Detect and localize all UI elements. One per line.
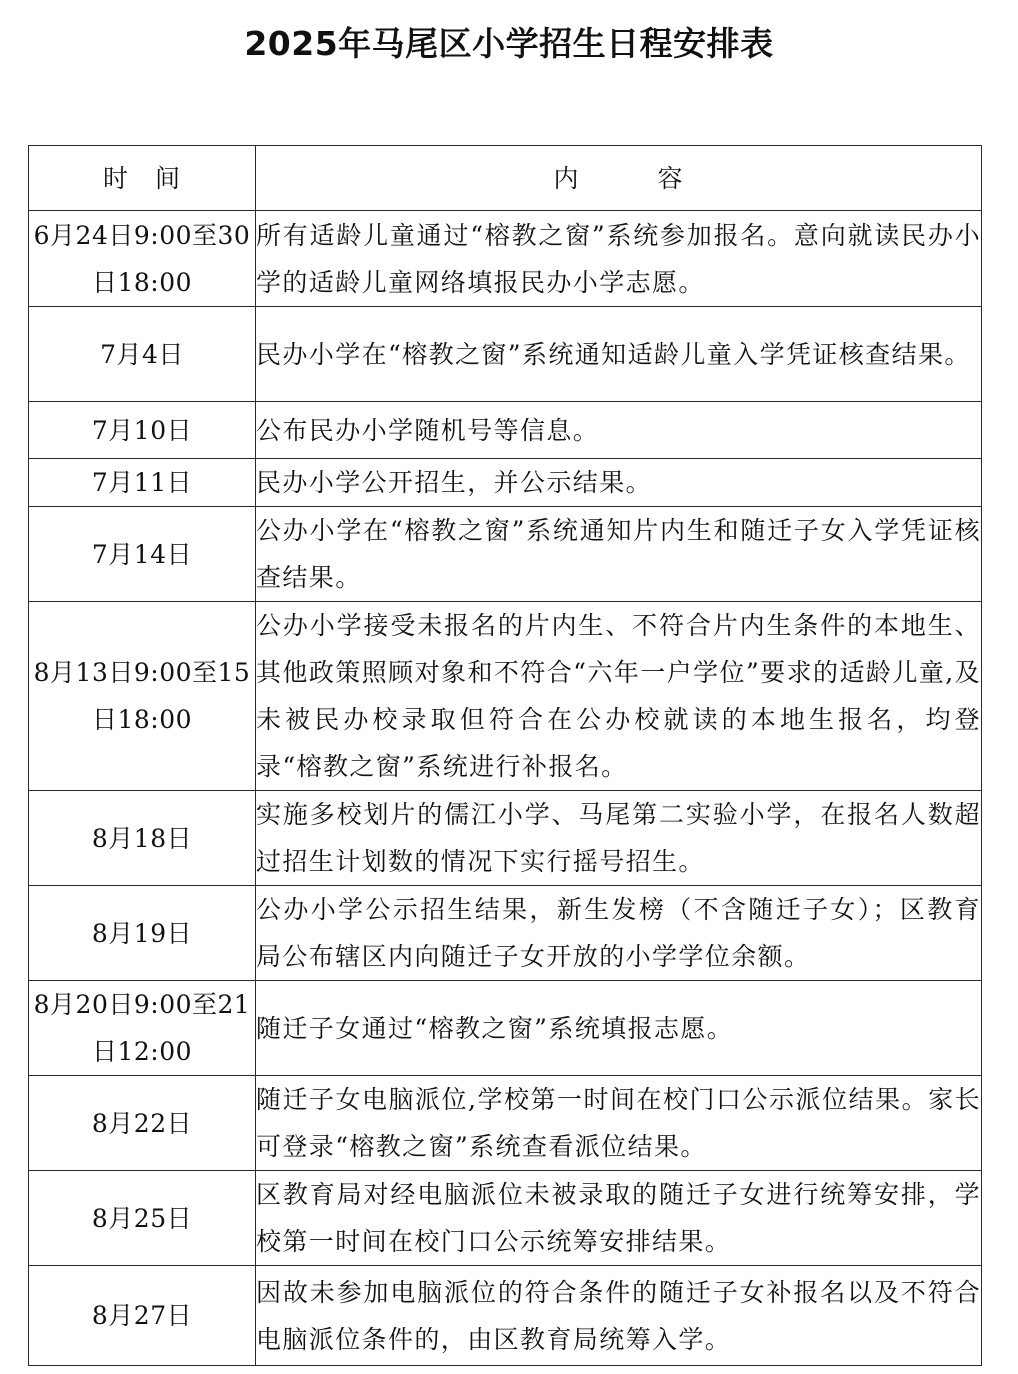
table-row bbox=[29, 1076, 982, 1171]
row-time: 8月25日 bbox=[29, 1171, 256, 1266]
row-content: 民办小学在“榕教之窗”系统通知适龄儿童入学凭证核查结果。 bbox=[256, 307, 982, 402]
row-time: 8月18日 bbox=[29, 791, 256, 886]
table-row bbox=[29, 307, 982, 402]
table-row bbox=[29, 507, 982, 602]
row-time: 7月4日 bbox=[29, 307, 256, 402]
row-time: 8月19日 bbox=[29, 886, 256, 981]
row-time: 8月13日9:00至15日18:00 bbox=[29, 602, 256, 791]
row-time: 7月14日 bbox=[29, 507, 256, 602]
header-time: 时 间 bbox=[29, 146, 256, 211]
table-row bbox=[29, 1171, 982, 1266]
schedule-table bbox=[28, 145, 982, 1366]
table-row bbox=[29, 459, 982, 507]
table-row bbox=[29, 886, 982, 981]
page-title: 2025年马尾区小学招生日程安排表 bbox=[244, 24, 774, 63]
row-content: 公办小学接受未报名的片内生、不符合片内生条件的本地生、其他政策照顾对象和不符合“六年一户学位”要求的适龄儿童,及未被民办校录取但符合在公办校就读的本地生报名，均登录“榕教之窗”系统进行补报名。 bbox=[256, 602, 982, 791]
table-row bbox=[29, 981, 982, 1076]
row-content: 公布民办小学随机号等信息。 bbox=[256, 402, 982, 459]
row-content: 所有适龄儿童通过“榕教之窗”系统参加报名。意向就读民办小学的适龄儿童网络填报民办小学志愿。 bbox=[256, 211, 982, 307]
table-row bbox=[29, 402, 982, 459]
row-content: 随迁子女通过“榕教之窗”系统填报志愿。 bbox=[256, 981, 982, 1076]
row-time: 7月10日 bbox=[29, 402, 256, 459]
table-row bbox=[29, 602, 982, 791]
row-time: 8月27日 bbox=[29, 1266, 256, 1366]
table-row bbox=[29, 211, 982, 307]
row-time: 7月11日 bbox=[29, 459, 256, 507]
row-content: 公办小学在“榕教之窗”系统通知片内生和随迁子女入学凭证核查结果。 bbox=[256, 507, 982, 602]
table-header-row bbox=[29, 146, 982, 211]
table-row bbox=[29, 791, 982, 886]
row-content: 实施多校划片的儒江小学、马尾第二实验小学，在报名人数超过招生计划数的情况下实行摇号招生。 bbox=[256, 791, 982, 886]
row-content: 随迁子女电脑派位,学校第一时间在校门口公示派位结果。家长可登录“榕教之窗”系统查看派位结果。 bbox=[256, 1076, 982, 1171]
row-time: 8月22日 bbox=[29, 1076, 256, 1171]
row-content: 公办小学公示招生结果，新生发榜（不含随迁子女）；区教育局公布辖区内向随迁子女开放的小学学位余额。 bbox=[256, 886, 982, 981]
row-content: 区教育局对经电脑派位未被录取的随迁子女进行统筹安排，学校第一时间在校门口公示统筹安排结果。 bbox=[256, 1171, 982, 1266]
row-content: 因故未参加电脑派位的符合条件的随迁子女补报名以及不符合电脑派位条件的，由区教育局统筹入学。 bbox=[256, 1266, 982, 1366]
row-time: 8月20日9:00至21日12:00 bbox=[29, 981, 256, 1076]
row-content: 民办小学公开招生，并公示结果。 bbox=[256, 459, 982, 507]
table-row bbox=[29, 1266, 982, 1366]
row-time: 6月24日9:00至30日18:00 bbox=[29, 211, 256, 307]
header-content: 内 容 bbox=[256, 146, 982, 211]
